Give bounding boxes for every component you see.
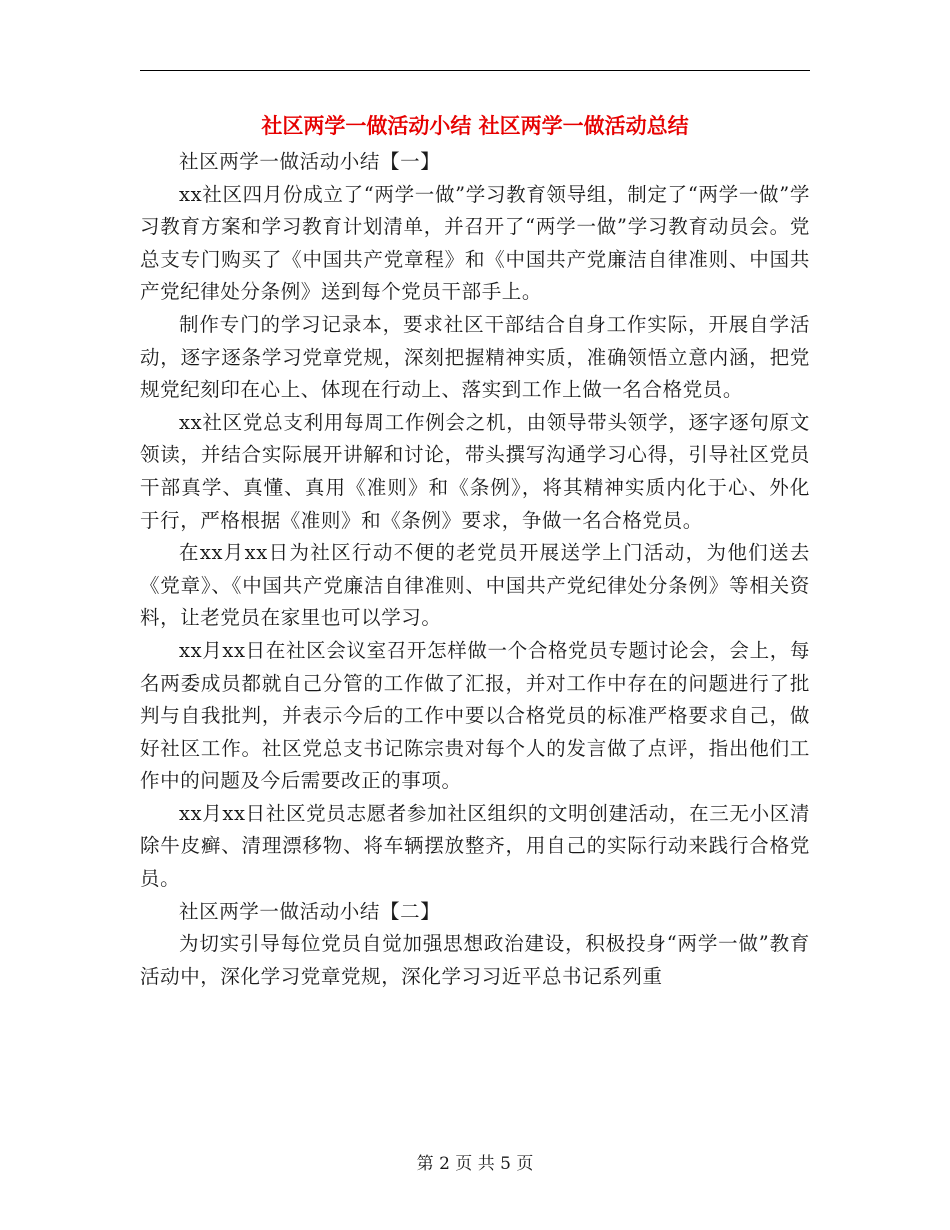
section-heading-1: 社区两学一做活动小结【一】 [179,150,441,173]
page-footer: 第 2 页 共 5 页 [416,1154,534,1174]
document-title: 社区两学一做活动小结 社区两学一做活动总结 [261,114,689,138]
paragraph: 为切实引导每位党员自觉加强思想政治建设，积极投身“两学一做”教育活动中，深化学习党章党规，深化学习习近平总书记系列重 [140,932,810,988]
document-body [140,146,810,993]
paragraph: 在xx月xx日为社区行动不便的老党员开展送学上门活动，为他们送去《党章》、《中国共产党廉洁自律准则、中国共产党纪律处分条例》等相关资料，让老党员在家里也可以学习。 [140,541,810,630]
paragraph: xx社区四月份成立了“两学一做”学习教育领导组，制定了“两学一做”学习教育方案和学习教育计划清单，并召开了“两学一做”学习教育动员会。党总支专门购买了《中国共产党章程》和《中国共产党廉洁自律准则、中国共产党纪律处分条例》送到每个党员干部手上。 [140,182,810,304]
section-heading-2: 社区两学一做活动小结【二】 [179,899,441,923]
paragraph: xx社区党总支利用每周工作例会之机，由领导带头领学，逐字逐句原文领读，并结合实际展开讲解和讨论，带头撰写沟通学习心得，引导社区党员干部真学、真懂、真用《准则》和《条例》，将其精神实质内化于心、外化于行，严格根据《准则》和《条例》要求，争做一名合格党员。 [140,410,810,532]
header-rule [140,70,810,71]
paragraph: 制作专门的学习记录本，要求社区干部结合自身工作实际，开展自学活动，逐字逐条学习党章党规，深刻把握精神实质，准确领悟立意内涵，把党规党纪刻印在心上、体现在行动上、落实到工作上做一名合格党员。 [140,312,810,402]
paragraph: xx月xx日在社区会议室召开怎样做一个合格党员专题讨论会，会上，每名两委成员都就自己分管的工作做了汇报，并对工作中存在的问题进行了批判与自我批判，并表示今后的工作中要以合格党员的标准严格要求自己，做好社区工作。社区党总支书记陈宗贵对每个人的发言做了点评，指出他们工作中的问题及今后需要改正的事项。 [140,638,810,793]
paragraph: xx月xx日社区党员志愿者参加社区组织的文明创建活动，在三无小区清除牛皮癣、清理漂移物、将车辆摆放整齐，用自己的实际行动来践行合格党员。 [140,801,810,891]
